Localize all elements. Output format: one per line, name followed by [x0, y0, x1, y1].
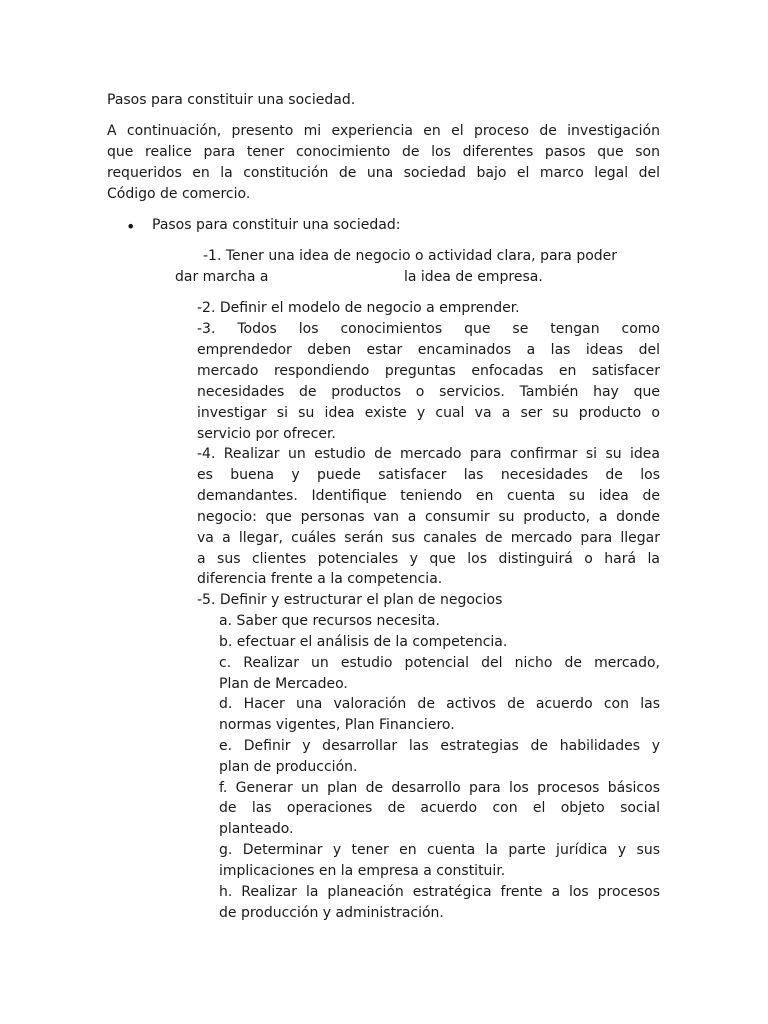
step-line: diferencia frente a la competencia. — [197, 571, 443, 587]
document-title: Pasos para constituir una sociedad. — [107, 92, 356, 108]
step-1-line-a: dar marcha a — [175, 269, 269, 285]
step-1-line: -1. Tener una idea de negocio o actividad clara, para poder — [203, 248, 618, 264]
substep-line: g. Determinar y tener en cuenta la parte jurídica y sus — [219, 842, 660, 858]
step-line: demandantes. Identifique teniendo en cuenta su idea de — [197, 488, 660, 504]
bullet-icon: • — [126, 217, 136, 236]
substep-line: d. Hacer una valoración de activos de acuerdo con las — [219, 696, 660, 712]
step-line: mercado respondiendo preguntas enfocadas en satisfacer — [197, 363, 660, 379]
bullet-label: Pasos para constituir una sociedad: — [152, 217, 401, 233]
step-line: -3. Todos los conocimientos que se tengan como — [197, 321, 660, 337]
substep-line: h. Realizar la planeación estratégica frente a los procesos — [219, 884, 660, 900]
substep-line: plan de producción. — [219, 759, 358, 775]
substep-line: e. Definir y desarrollar las estrategias de habilidades y — [219, 738, 660, 754]
intro-line: A continuación, presento mi experiencia en el proceso de investigación — [107, 123, 660, 139]
substep-line: b. efectuar el análisis de la competencia. — [219, 634, 508, 650]
step-1-line-b: la idea de empresa. — [404, 269, 543, 285]
step-line: va a llegar, cuáles serán sus canales de mercado para llegar — [197, 530, 660, 546]
step-line: -2. Definir el modelo de negocio a emprender. — [197, 300, 520, 316]
substep-line: a. Saber que recursos necesita. — [219, 613, 440, 629]
step-line: investigar si su idea existe y cual va a ser su producto o — [197, 405, 660, 421]
step-line: necesidades de productos o servicios. También hay que — [197, 384, 660, 400]
substep-line: Plan de Mercadeo. — [219, 676, 348, 692]
substep-line: de producción y administración. — [219, 905, 444, 921]
step-line: -4. Realizar un estudio de mercado para confirmar si su idea — [197, 446, 660, 462]
intro-line: requeridos en la constitución de una sociedad bajo el marco legal del — [107, 165, 660, 181]
step-line: emprendedor deben estar encaminados a las ideas del — [197, 342, 660, 358]
step-line: a sus clientes potenciales y que los distinguirá o hará la — [197, 551, 660, 567]
step-line: -5. Definir y estructurar el plan de negocios — [197, 592, 503, 608]
step-line: es buena y puede satisfacer las necesidades de los — [197, 467, 660, 483]
intro-line: Código de comercio. — [107, 186, 251, 202]
substep-line: c. Realizar un estudio potencial del nicho de mercado, — [219, 655, 660, 671]
intro-line: que realice para tener conocimiento de los diferentes pasos que son — [107, 144, 660, 160]
step-line: negocio: que personas van a consumir su producto, a donde — [197, 509, 660, 525]
substep-line: normas vigentes, Plan Financiero. — [219, 717, 455, 733]
substep-line: planteado. — [219, 821, 294, 837]
substep-line: implicaciones en la empresa a constituir. — [219, 863, 506, 879]
substep-line: f. Generar un plan de desarrollo para los procesos básicos — [219, 780, 660, 796]
substep-line: de las operaciones de acuerdo con el objeto social — [219, 800, 660, 816]
step-line: servicio por ofrecer. — [197, 426, 336, 442]
